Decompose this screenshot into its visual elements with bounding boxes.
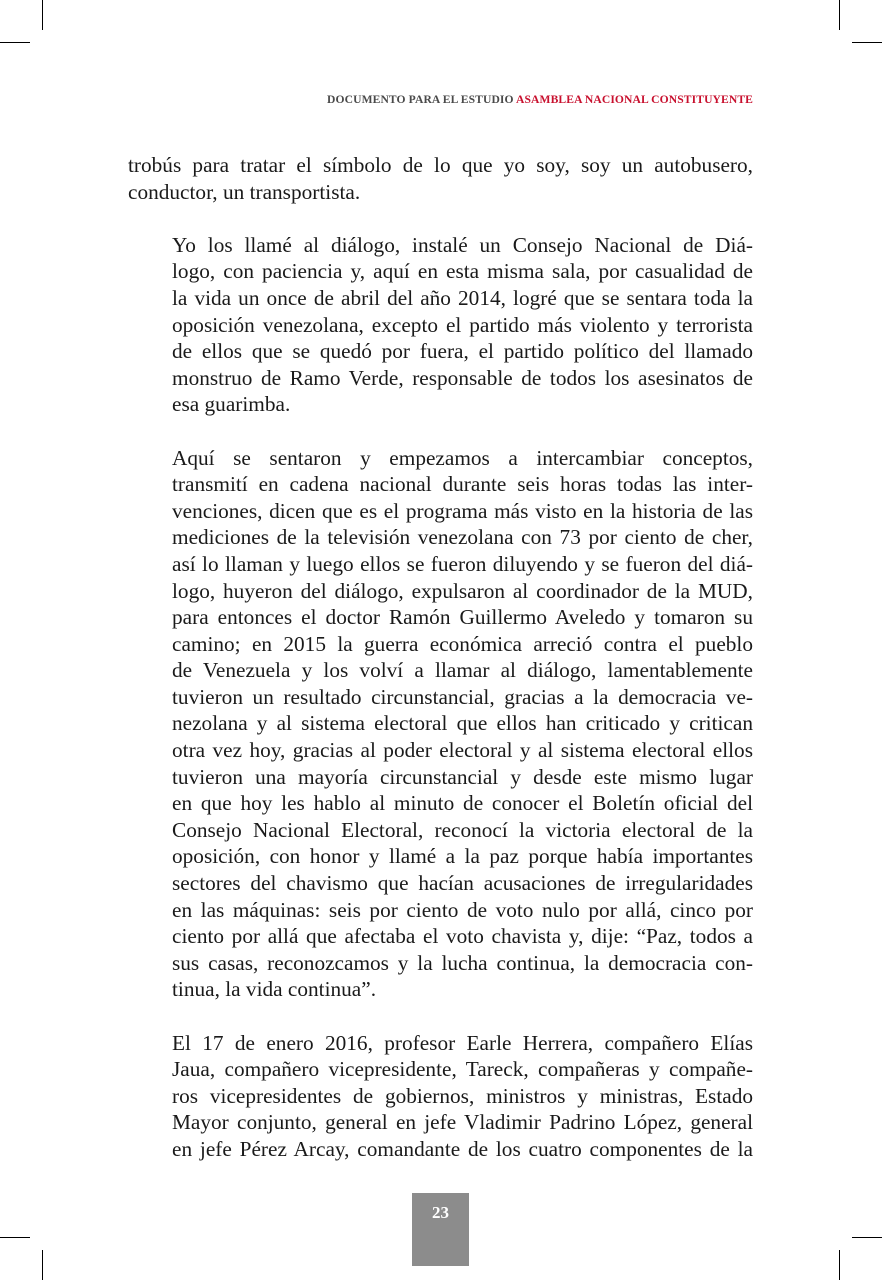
- text-line: mediciones de la televisión venezolana con 73 por ciento de cher,: [172, 525, 753, 550]
- text-line: oposición venezolana, excepto el partido más violento y terrorista: [172, 312, 753, 337]
- paragraph: [128, 445, 753, 1003]
- crop-mark-top-left-vertical: [42, 0, 43, 30]
- text-line: esa guarimba.: [172, 392, 291, 417]
- text-line: venciones, dicen que es el programa más visto en la historia de las: [172, 498, 753, 523]
- page-number: 23: [432, 1203, 449, 1222]
- crop-mark-bottom-left-horizontal: [0, 1237, 30, 1238]
- text-line: ros vicepresidentes de gobiernos, ministros y ministras, Estado: [172, 1083, 753, 1108]
- text-line: Aquí se sentaron y empezamos a intercambiar conceptos,: [172, 445, 753, 470]
- text-line: para entonces el doctor Ramón Guillermo Aveledo y tomaron su: [172, 605, 753, 630]
- text-line: sectores del chavismo que hacían acusaciones de irregularidades: [172, 871, 753, 896]
- text-line: Jaua, compañero vicepresidente, Tareck, compañeras y compañe-: [172, 1057, 753, 1082]
- paragraph: [128, 232, 753, 418]
- text-line: Consejo Nacional Electoral, reconocí la victoria electoral de la: [172, 817, 753, 842]
- crop-mark-top-right-vertical: [839, 0, 840, 30]
- text-line: en las máquinas: seis por ciento de voto nulo por allá, cinco por: [172, 897, 753, 922]
- text-line: oposición, con honor y llamé a la paz porque había importantes: [172, 844, 753, 869]
- text-line: transmití en cadena nacional durante seis horas todas las inter-: [172, 472, 753, 497]
- text-line: de ellos que se quedó por fuera, el partido político del llamado: [172, 339, 753, 364]
- paragraph: [128, 152, 753, 205]
- text-line: Yo los llamé al diálogo, instalé un Consejo Nacional de Diá-: [172, 232, 753, 257]
- text-line: en jefe Pérez Arcay, comandante de los cuatro componentes de la: [172, 1136, 753, 1161]
- text-line: monstruo de Ramo Verde, responsable de todos los asesinatos de: [172, 365, 753, 390]
- crop-mark-top-left-horizontal: [0, 42, 30, 43]
- text-line: así lo llaman y luego ellos se fueron diluyendo y se fueron del diá-: [172, 551, 753, 576]
- page-body: [128, 152, 753, 1163]
- text-line: tuvieron un resultado circunstancial, gracias a la democracia ve-: [172, 684, 753, 709]
- crop-mark-bottom-left-vertical: [42, 1250, 43, 1280]
- running-header: [327, 93, 753, 106]
- text-line: conductor, un transportista.: [128, 179, 361, 204]
- text-line: la vida un once de abril del año 2014, logré que se sentara toda la: [172, 285, 753, 310]
- text-line: trobús para tratar el símbolo de lo que yo soy, soy un autobusero,: [128, 153, 753, 177]
- text-line: otra vez hoy, gracias al poder electoral y al sistema electoral ellos: [172, 738, 753, 763]
- text-line: nezolana y al sistema electoral que ellos han criticado y critican: [172, 711, 753, 736]
- text-line: El 17 de enero 2016, profesor Earle Herrera, compañero Elías: [172, 1030, 753, 1055]
- text-line: tuvieron una mayoría circunstancial y desde este mismo lugar: [172, 764, 753, 789]
- text-line: camino; en 2015 la guerra económica arreció contra el pueblo: [172, 631, 753, 656]
- text-line: logo, huyeron del diálogo, expulsaron al coordinador de la MUD,: [172, 578, 753, 603]
- crop-mark-bottom-right-vertical: [839, 1250, 840, 1280]
- text-line: en que hoy les hablo al minuto de conocer el Boletín oficial del: [172, 791, 753, 816]
- text-line: Mayor conjunto, general en jefe Vladimir Padrino López, general: [172, 1110, 753, 1135]
- header-assembly-title: ASAMBLEA NACIONAL CONSTITUYENTE: [516, 93, 753, 106]
- page-number-box: [412, 1193, 469, 1266]
- text-line: tinua, la vida continua”.: [172, 977, 377, 1002]
- crop-mark-top-right-horizontal: [852, 42, 882, 43]
- text-line: logo, con paciencia y, aquí en esta misma sala, por casualidad de: [172, 259, 753, 284]
- header-document-label: DOCUMENTO PARA EL ESTUDIO: [327, 93, 514, 106]
- paragraph: [128, 1030, 753, 1163]
- text-line: ciento por allá que afectaba el voto chavista y, dije: “Paz, todos a: [172, 924, 753, 949]
- text-line: sus casas, reconozcamos y la lucha continua, la democracia con-: [172, 950, 753, 975]
- crop-mark-bottom-right-horizontal: [852, 1237, 882, 1238]
- text-line: de Venezuela y los volví a llamar al diálogo, lamentablemente: [172, 658, 753, 683]
